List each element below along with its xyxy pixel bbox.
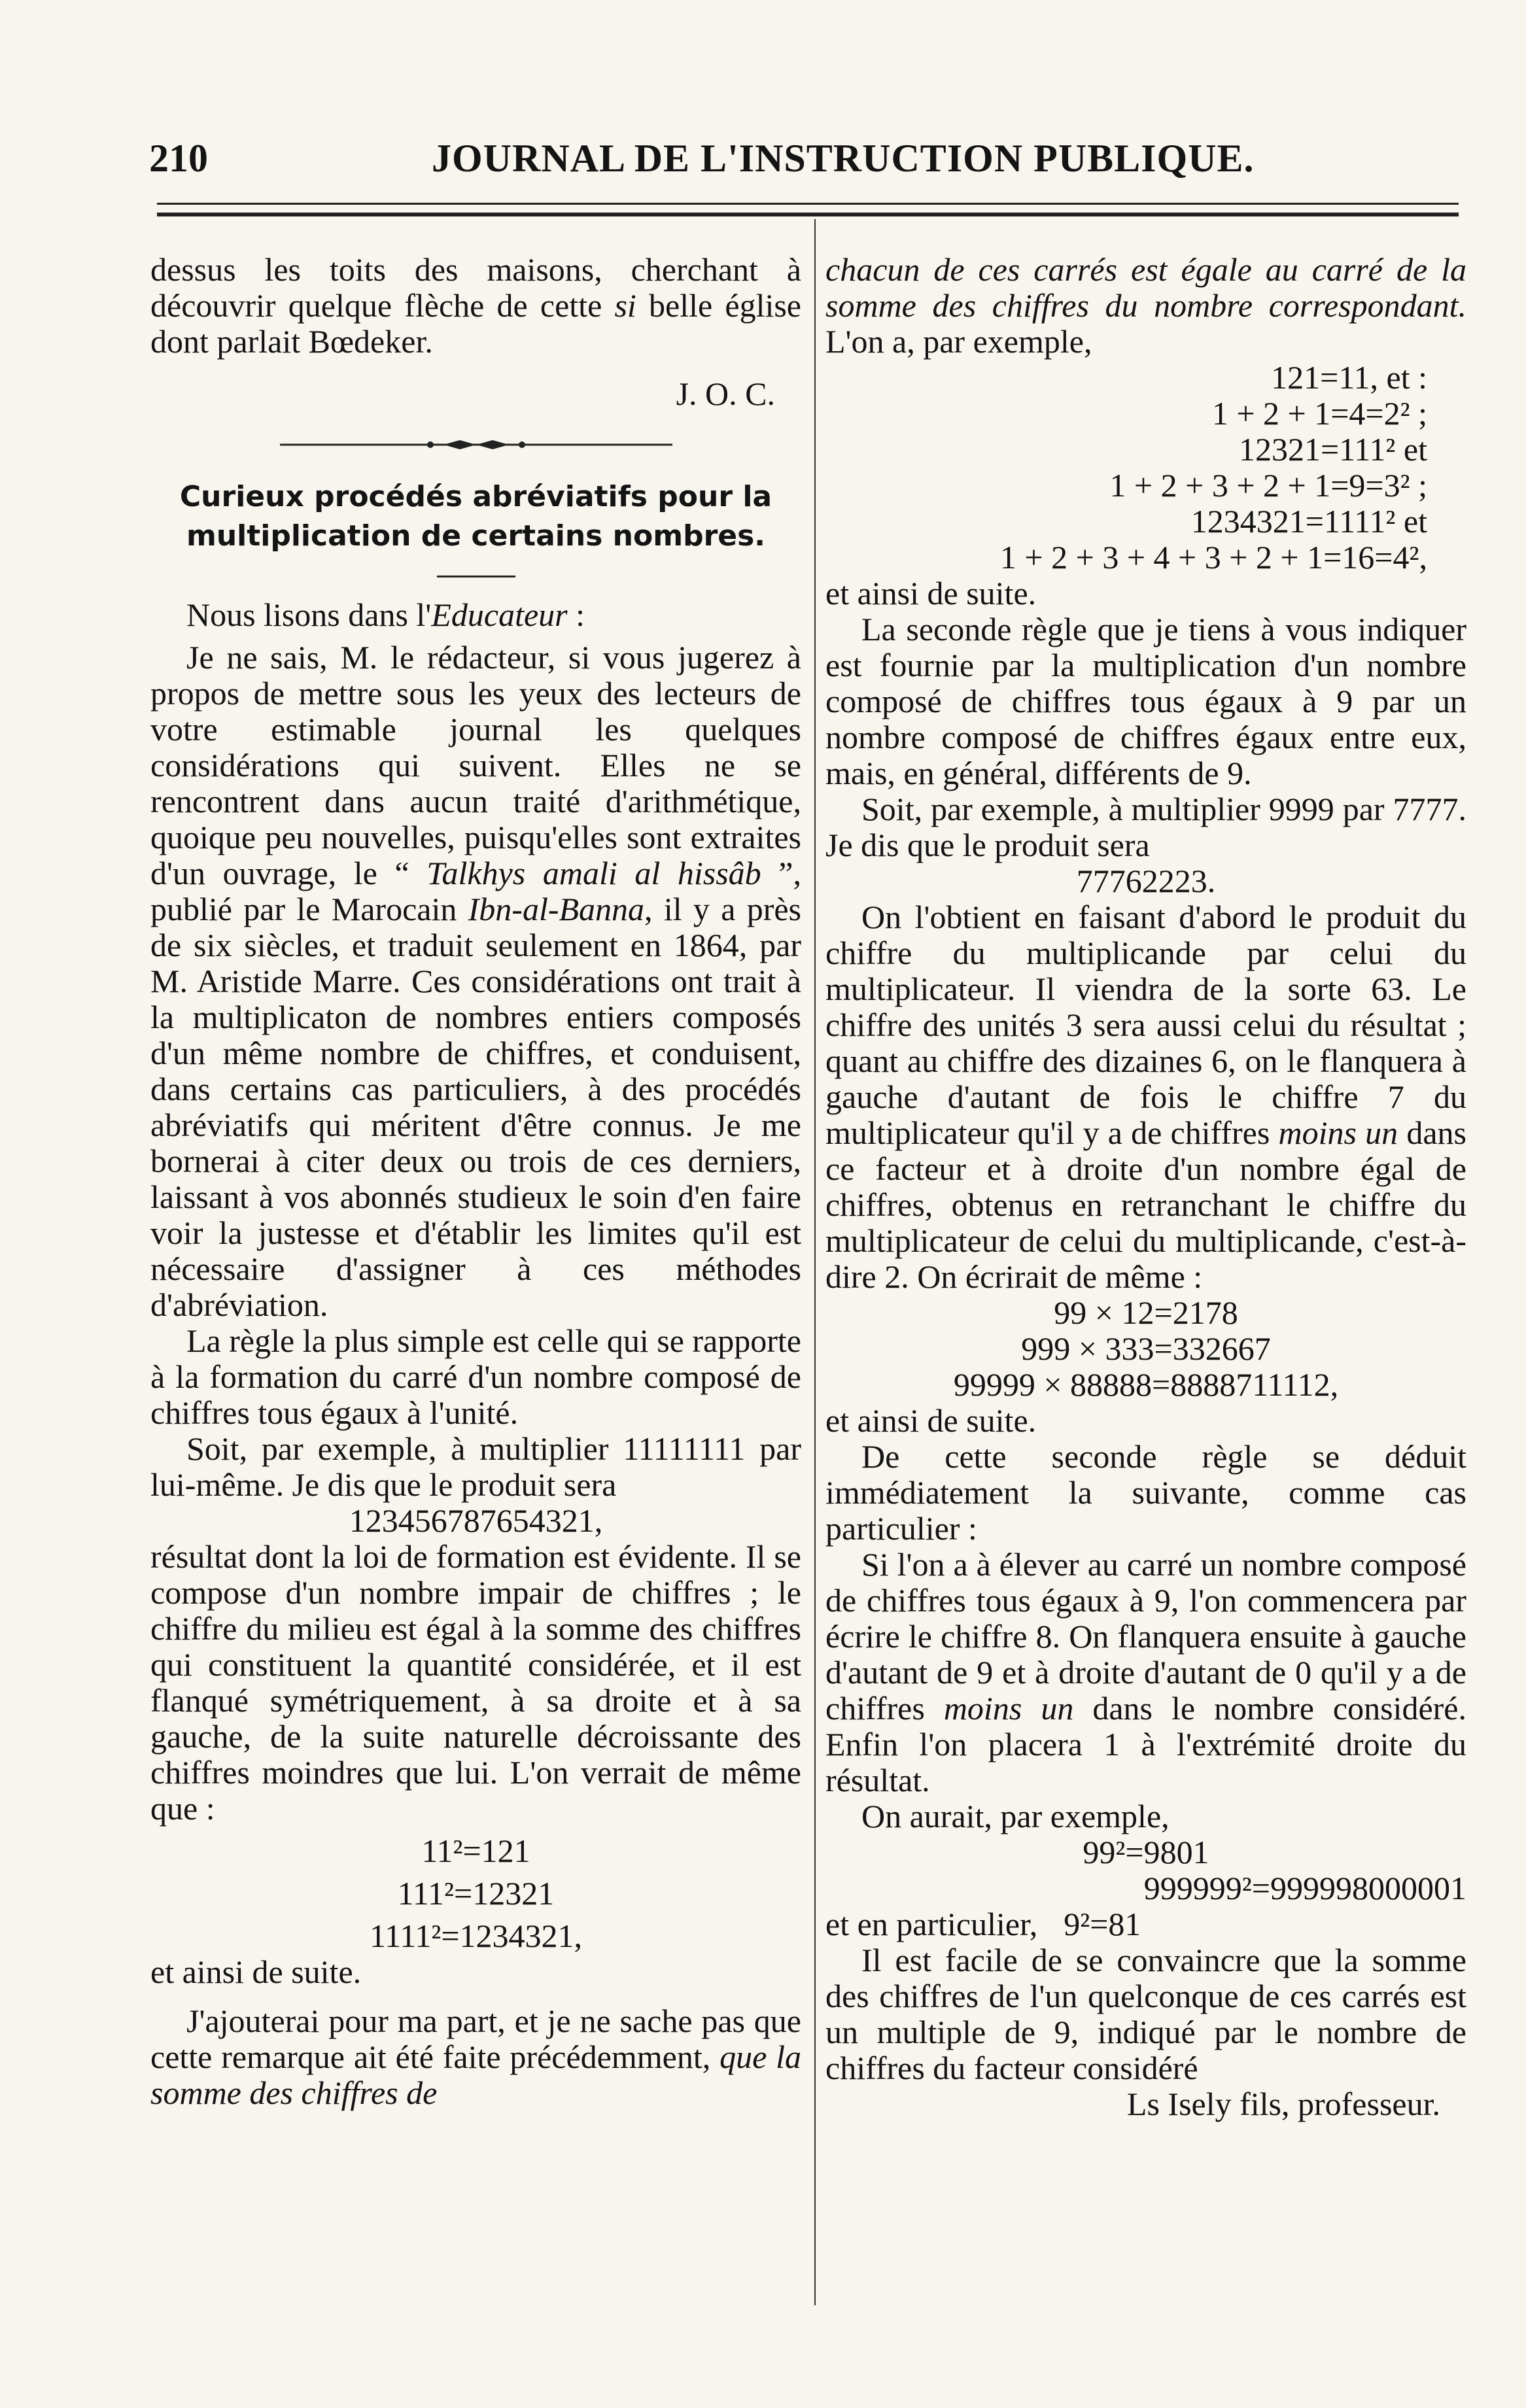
running-title: JOURNAL DE L'INSTRUCTION PUBLIQUE. xyxy=(432,137,1255,180)
left-para-4: résultat dont la loi de formation est évidente. Il se compose d'un nombre impair de chiffres ; le chiffre du milieu est égal à la somme des chiffres qui constituent la quantité considérée, et il est flanqué symétriquement, à sa droite et à sa gauche, de la suite naturelle décroissante des chiffres moindres que lui. L'on verrait de même que : xyxy=(150,1538,801,1827)
right-para-9: et en particulier, 9²=81 xyxy=(825,1906,1141,1942)
right-multiplication-3: 99999 × 88888=8888711112, xyxy=(953,1366,1339,1403)
column-divider xyxy=(814,219,816,2305)
left-para-0: dessus les toits des maisons, cherchant à découvrir quelque flèche de cette si belle église dont parlait Bœdeker. xyxy=(150,251,801,360)
heading-short-rule xyxy=(437,576,515,577)
right-equation-6: 1 + 2 + 3 + 4 + 3 + 2 + 1=16=4², xyxy=(999,539,1427,576)
right-column xyxy=(825,252,1466,2122)
right-para-4: On l'obtient en faisant d'abord le produit du chiffre du multiplicande par celui du multiplicateur. Il viendra de la sorte 63. Le chiffre des unités 3 sera aussi celui du résultat ; quant au chiffre des dizaines 6, on le flanquera à gauche d'autant de fois le chiffre 7 du multiplicateur qu'il y a de chiffres moins un dans ce facteur et à droite d'un nombre égal de chiffres, obtenus en retranchant le chiffre du multiplicateur de celui du multiplicande, c'est-à-dire 2. On écrirait de même : xyxy=(825,899,1466,1295)
article-heading-line2: multiplication de certains nombres. xyxy=(186,519,766,553)
right-para-5: et ainsi de suite. xyxy=(825,1402,1037,1439)
ornament-divider-icon xyxy=(280,438,672,451)
header-rule-thick xyxy=(157,213,1459,216)
right-para-8: On aurait, par exemple, xyxy=(861,1798,1170,1834)
left-para-6: J'ajouterai pour ma part, et je ne sache pas que cette remarque ait été faite précédemment, que la somme des chiffres de xyxy=(150,2003,801,2111)
left-para-2: La règle la plus simple est celle qui se rapporte à la formation du carré d'un nombre composé de chiffres tous égaux à l'unité. xyxy=(150,1322,801,1431)
right-para-1: et ainsi de suite. xyxy=(825,575,1037,611)
section-ornament xyxy=(150,438,801,451)
right-equation-3: 12321=111² et xyxy=(1238,431,1427,468)
right-para-10: Il est facile de se convaincre que la somme des chiffres de l'un quelconque de ces carrés est un multiple de 9, indiqué par le nombre de chiffres du facteur considéré xyxy=(825,1942,1466,2086)
right-square-1: 99²=9801 xyxy=(1083,1834,1209,1870)
left-para-3: Soit, par exemple, à multiplier 11111111 par lui-même. Je dis que le produit sera xyxy=(150,1430,801,1503)
right-equation-2: 1 + 2 + 1=4=2² ; xyxy=(1211,395,1427,432)
right-multiplication-1: 99 × 12=2178 xyxy=(1054,1294,1238,1331)
page-number: 210 xyxy=(149,137,208,180)
right-para-3: Soit, par exemple, à multiplier 9999 par 7777. Je dis que le produit sera xyxy=(825,791,1466,863)
right-para-7: Si l'on a à élever au carré un nombre composé de chiffres tous égaux à 9, l'on commencera par écrire le chiffre 8. On flanquera ensuite à gauche d'autant de 9 et à droite d'autant de 0 qu'il y a de chiffres moins un dans le nombre considéré. Enfin l'on placera 1 à l'extrémité droite du résultat. xyxy=(825,1546,1466,1798)
article-heading-line1: Curieux procédés abréviatifs pour la xyxy=(179,480,772,513)
right-multiplication-2: 999 × 333=332667 xyxy=(1021,1330,1271,1367)
intro-line: Nous lisons dans l'Educateur : xyxy=(186,596,585,633)
right-para-2: La seconde règle que je tiens à vous indiquer est fournie par la multiplication d'un nombre composé de chiffres tous égaux à 9 par un nombre composé de chiffres égaux entre eux, mais, en général, différents de 9. xyxy=(825,611,1466,791)
right-equation-1: 121=11, et : xyxy=(1271,359,1427,396)
right-para-6: De cette seconde règle se déduit immédiatement la suivante, comme cas particulier : xyxy=(825,1438,1466,1547)
left-equation-2: 111²=12321 xyxy=(397,1875,555,1912)
previous-article-signature: J. O. C. xyxy=(676,375,775,412)
right-equation-4: 1 + 2 + 3 + 2 + 1=9=3² ; xyxy=(1109,467,1427,504)
left-para-5: et ainsi de suite. xyxy=(150,1953,362,1990)
left-para-1: Je ne sais, M. le rédacteur, si vous jugerez à propos de mettre sous les yeux des lecteurs de votre estimable journal les quelques considérations qui suivent. Elles ne se rencontrent dans aucun traité d'arithmétique, quoique peu nouvelles, puisqu'elles sont extraites d'un ouvrage, le “ Talkhys amali al hissâb ”, publié par le Marocain Ibn-al-Banna, il y a près de six siècles, et traduit seulement en 1864, par M. Aristide Marre. Ces considérations ont trait à la multiplicaton de nombres entiers composés d'un même nombre de chiffres, et conduisent, dans certains cas particuliers, à des procédés abréviatifs qui méritent d'être connus. Je me bornerai à citer deux ou trois de ces derniers, laissant à vos abonnés studieux le soin d'en faire voir la justesse et d'établir les limites qu'il est nécessaire d'assigner à ces méthodes d'abréviation. xyxy=(150,639,801,1323)
right-product: 77762223. xyxy=(1076,863,1216,899)
left-equation-1: 11²=121 xyxy=(421,1832,530,1869)
right-para-0: chacun de ces carrés est égale au carré de la somme des chiffres du nombre correspondant. L'on a, par exemple, xyxy=(825,251,1466,360)
author-signature: Ls Isely fils, professeur. xyxy=(1126,2086,1440,2122)
left-equation-3: 1111²=1234321, xyxy=(369,1918,583,1954)
right-equation-5: 1234321=1111² et xyxy=(1190,503,1427,540)
left-equation-0: 123456787654321, xyxy=(349,1502,603,1539)
header-rule-thin xyxy=(157,203,1459,205)
right-square-2: 999999²=999998000001 xyxy=(1143,1870,1466,1906)
left-column xyxy=(150,252,801,2111)
